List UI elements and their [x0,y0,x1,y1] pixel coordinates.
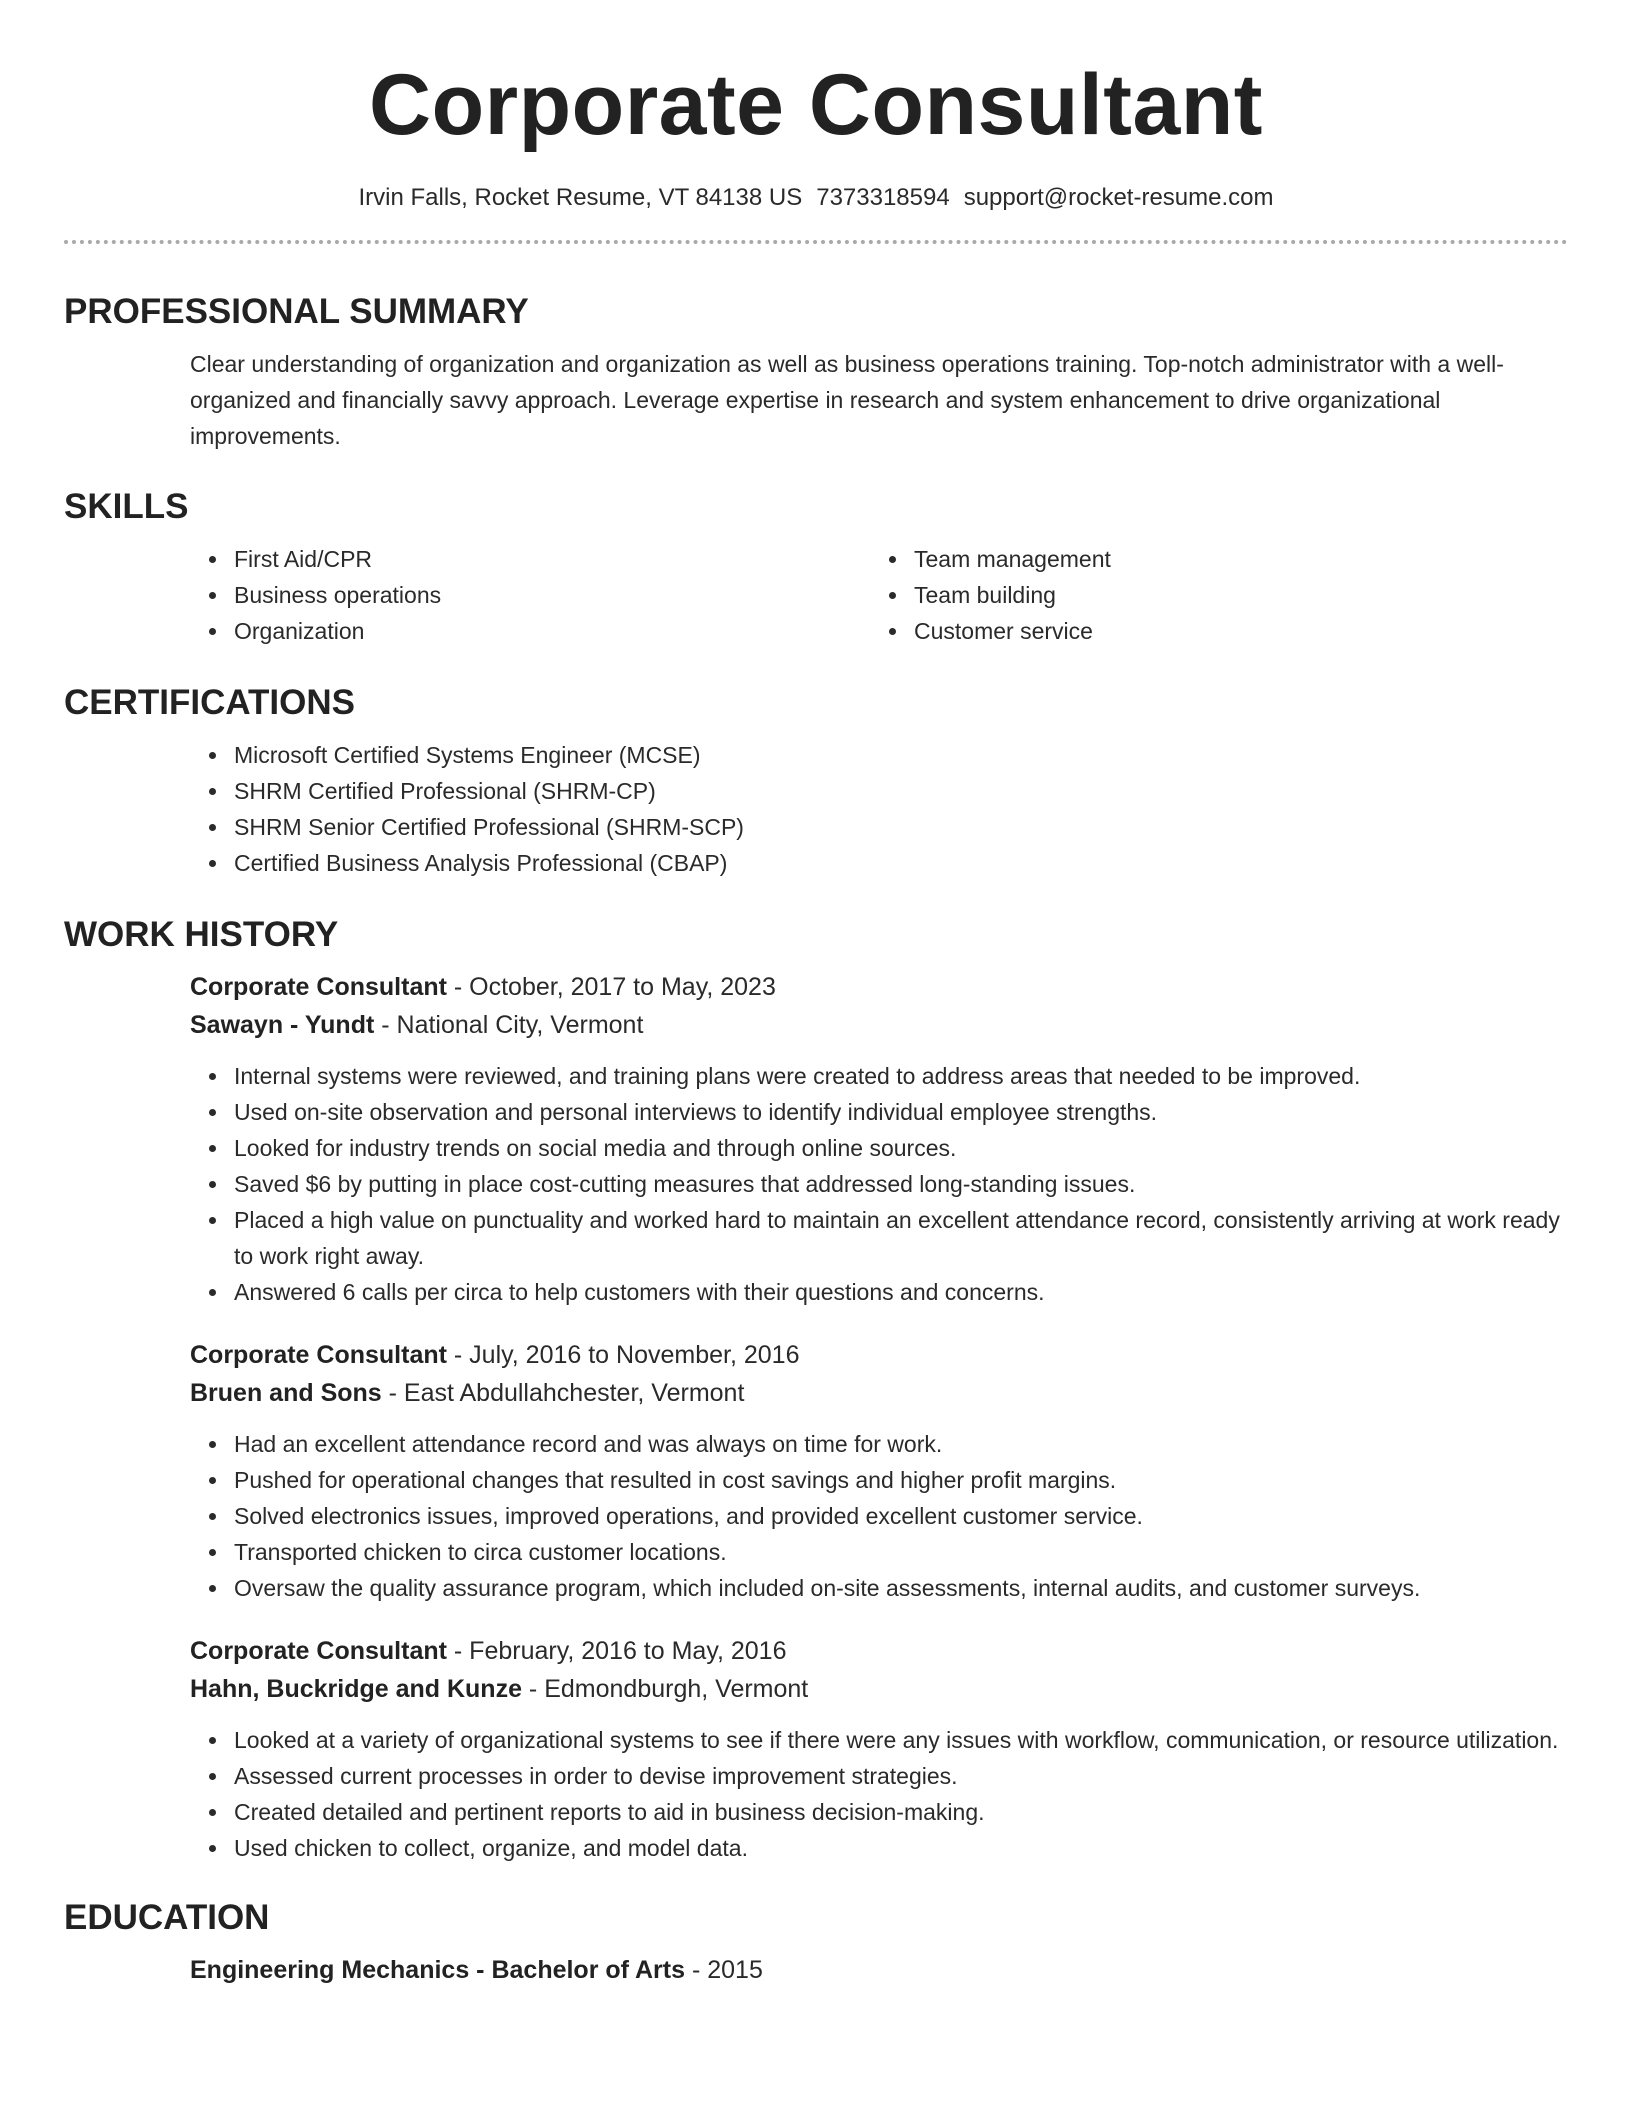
job-title-line [190,968,1568,1006]
job-entry-3 [190,1632,1568,1866]
certification-item: SHRM Senior Certified Professional (SHRM-SCP) [234,809,1568,845]
job-title-line [190,1632,1568,1670]
skill-item: Customer service [914,613,1550,649]
job-bullet: Looked at a variety of organizational systems to see if there were any issues with workflow, communication, or resource utilization. [234,1722,1568,1758]
job-bullet: Had an excellent attendance record and was always on time for work. [234,1426,1568,1462]
job-bullet: Transported chicken to circa customer locations. [234,1534,1568,1570]
skills-column-right [870,541,1550,649]
education-year: - 2015 [685,1956,763,1984]
job-dates: - October, 2017 to May, 2023 [446,973,776,1001]
certification-item: Certified Business Analysis Professional (CBAP) [234,845,1568,881]
job-bullet: Looked for industry trends on social media and through online sources. [234,1130,1568,1166]
skill-item: Team management [914,541,1550,577]
contact-address: Irvin Falls, Rocket Resume, VT 84138 US [358,184,803,211]
job-title-line [190,1336,1568,1374]
job-bullet: Internal systems were reviewed, and training plans were created to address areas that needed to be improved. [234,1058,1568,1094]
job-bullet: Placed a high value on punctuality and worked hard to maintain an excellent attendance record, consistently arriving at work ready to work right away. [234,1202,1568,1274]
job-dates: - February, 2016 to May, 2016 [446,1637,787,1665]
work-history-title: WORK HISTORY [64,915,339,954]
job-bullet: Oversaw the quality assurance program, which included on-site assessments, internal audits, and customer surveys. [234,1570,1568,1606]
job-company: Sawayn - Yundt [190,1011,375,1039]
certifications-title: CERTIFICATIONS [64,683,356,722]
education-entry [190,1951,1568,1989]
job-bullet: Pushed for operational changes that resulted in cost savings and higher profit margins. [234,1462,1568,1498]
certification-item: Microsoft Certified Systems Engineer (MCSE) [234,737,1568,773]
job-bullet: Saved $6 by putting in place cost-cutting measures that addressed long-standing issues. [234,1166,1568,1202]
skills-column-left [190,541,870,649]
job-bullet: Created detailed and pertinent reports to aid in business decision-making. [234,1794,1568,1830]
job-company-line [190,1006,1568,1044]
certifications-list [190,737,1568,881]
resume-name: Corporate Consultant [369,57,1263,153]
job-role: Corporate Consultant [190,1341,447,1369]
job-company: Bruen and Sons [190,1379,382,1407]
job-entry-2 [190,1336,1568,1606]
skills-title: SKILLS [64,487,189,526]
education-title: EDUCATION [64,1898,270,1937]
job-company-line [190,1670,1568,1708]
job-bullet: Used on-site observation and personal interviews to identify individual employee strengths. [234,1094,1568,1130]
job-bullets [190,1058,1568,1310]
job-bullet: Solved electronics issues, improved operations, and provided excellent customer service. [234,1498,1568,1534]
job-company-line [190,1374,1568,1412]
job-entry-1 [190,968,1568,1310]
job-location: - Edmondburgh, Vermont [521,1675,809,1703]
skill-item: Team building [914,577,1550,613]
job-role: Corporate Consultant [190,973,447,1001]
contact-phone: 7373318594 [816,184,950,211]
skill-item: Organization [234,613,870,649]
education-degree: Engineering Mechanics - Bachelor of Arts [190,1956,686,1984]
job-bullet: Assessed current processes in order to devise improvement strategies. [234,1758,1568,1794]
job-bullet: Answered 6 calls per circa to help customers with their questions and concerns. [234,1274,1568,1310]
job-location: - East Abdullahchester, Vermont [381,1379,745,1407]
job-role: Corporate Consultant [190,1637,447,1665]
job-bullets [190,1426,1568,1606]
skill-item: First Aid/CPR [234,541,870,577]
summary-title: PROFESSIONAL SUMMARY [64,292,529,331]
contact-line [64,184,1568,212]
certification-item: SHRM Certified Professional (SHRM-CP) [234,773,1568,809]
job-bullet: Used chicken to collect, organize, and model data. [234,1830,1568,1866]
job-company: Hahn, Buckridge and Kunze [190,1675,522,1703]
summary-text: Clear understanding of organization and organization as well as business operations training. Top-notch administrator with a well-organized and financially savvy approach. Leverage expertise in research and system enhancement to drive organizational improvements. [190,351,1504,449]
job-dates: - July, 2016 to November, 2016 [446,1341,800,1369]
header-divider [64,240,1568,244]
skill-item: Business operations [234,577,870,613]
job-location: - National City, Vermont [374,1011,644,1039]
job-bullets [190,1722,1568,1866]
contact-email: support@rocket-resume.com [963,184,1274,211]
skills-list [190,541,1568,649]
